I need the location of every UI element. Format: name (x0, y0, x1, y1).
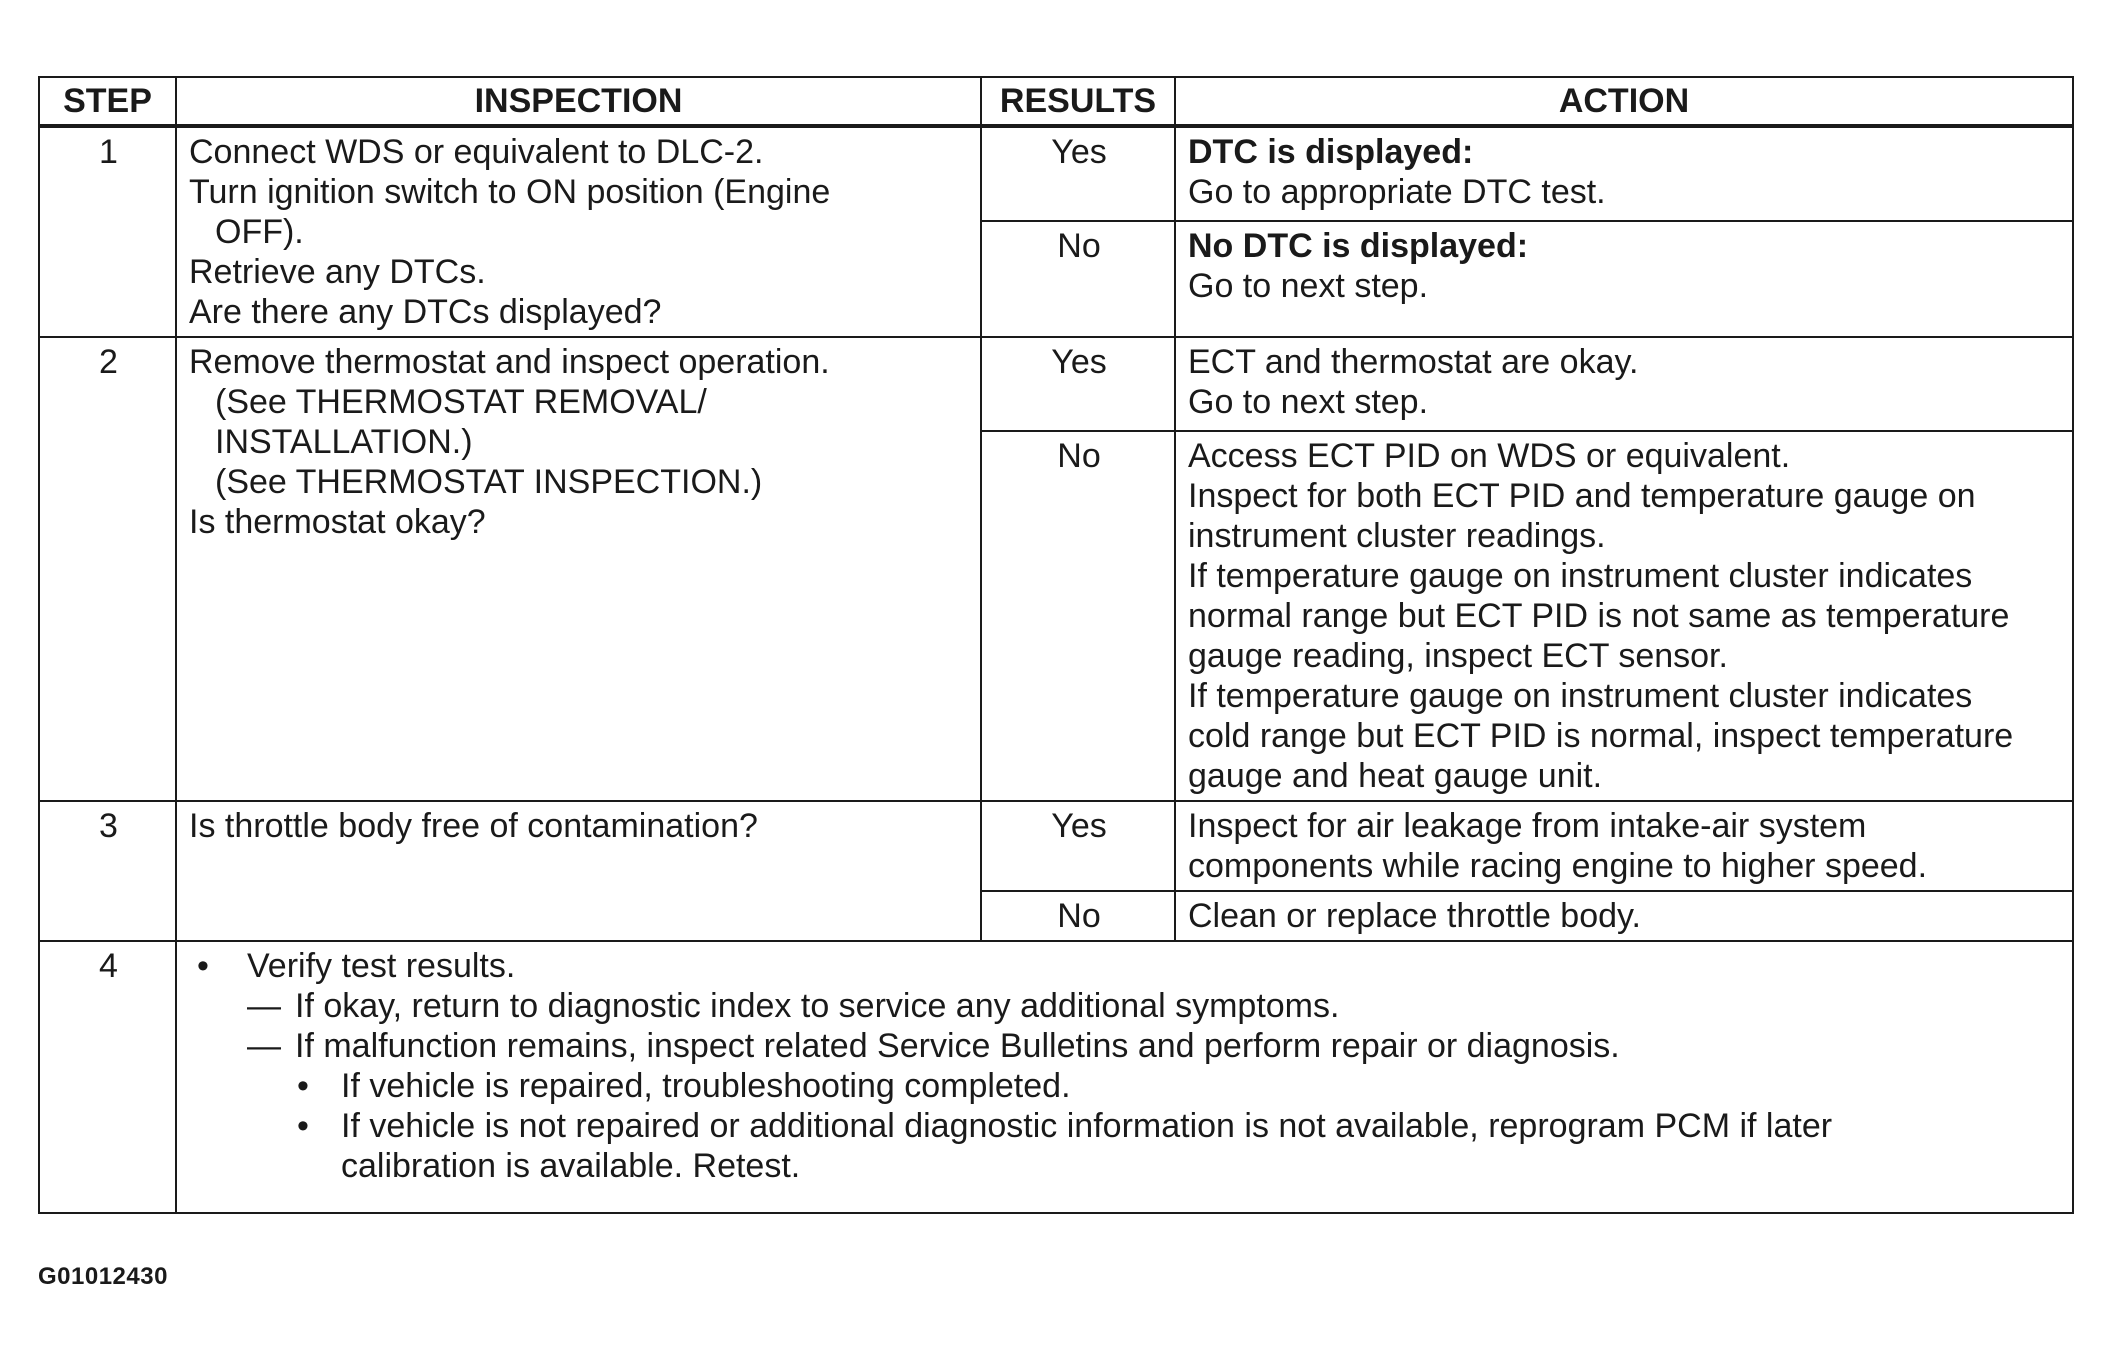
header-action: ACTION (1175, 77, 2073, 126)
inspection-line: Is throttle body free of contamination? (189, 807, 758, 845)
sub-bullet-line: • If vehicle is not repaired or additional diagnostic information is not available, reprogram PCM if later (341, 1107, 1833, 1145)
sub-bullet-line: calibration is available. Retest. (341, 1147, 801, 1185)
table-row (39, 941, 2073, 1213)
inspection-cell (176, 801, 981, 941)
action-line: Go to next step. (1188, 383, 1429, 421)
table-row (39, 337, 2073, 431)
action-cell (1175, 801, 2073, 891)
action-line: Clean or replace throttle body. (1188, 897, 1641, 935)
inspection-line: INSTALLATION.) (215, 423, 473, 461)
inspection-line: Are there any DTCs displayed? (189, 293, 662, 331)
header-step: STEP (39, 77, 176, 126)
inspection-cell (176, 126, 981, 337)
action-cell (1175, 126, 2073, 221)
dash-text: If okay, return to diagnostic index to service any additional symptoms. (295, 987, 1340, 1025)
action-heading: DTC is displayed: (1188, 133, 1474, 171)
action-heading: No DTC is displayed: (1188, 227, 1529, 265)
dash-item (177, 986, 2062, 1026)
inspection-line: Retrieve any DTCs. (189, 253, 486, 291)
inspection-line: Remove thermostat and inspect operation. (189, 343, 830, 381)
dash-mark: — (247, 987, 281, 1025)
action-line: cold range but ECT PID is normal, inspect temperature (1188, 717, 2014, 755)
action-cell (1175, 891, 2073, 941)
result-no: No (981, 221, 1175, 337)
final-step-cell (176, 941, 2073, 1213)
header-row (39, 77, 2073, 126)
inspection-line: (See THERMOSTAT INSPECTION.) (215, 463, 763, 501)
result-no: No (981, 891, 1175, 941)
inspection-line: (See THERMOSTAT REMOVAL/ (215, 383, 707, 421)
table-row (39, 126, 2073, 221)
result-yes: Yes (981, 801, 1175, 891)
diagnostic-table (38, 76, 2074, 1214)
inspection-line: OFF). (215, 213, 304, 251)
action-cell (1175, 221, 2073, 337)
result-yes: Yes (981, 126, 1175, 221)
inspection-cell (176, 337, 981, 801)
action-line: ECT and thermostat are okay. (1188, 343, 1639, 381)
dash-text: If malfunction remains, inspect related Service Bulletins and perform repair or diagnosis. (295, 1027, 1620, 1065)
action-line: Go to next step. (1188, 267, 1429, 305)
step-number: 3 (39, 801, 176, 941)
inspection-line: Connect WDS or equivalent to DLC-2. (189, 133, 764, 171)
action-line: gauge and heat gauge unit. (1188, 757, 1603, 795)
action-line: Go to appropriate DTC test. (1188, 173, 1606, 211)
step-number: 2 (39, 337, 176, 801)
action-line: Access ECT PID on WDS or equivalent. (1188, 437, 1791, 475)
action-line: If temperature gauge on instrument cluster indicates (1188, 677, 1973, 715)
action-cell (1175, 431, 2073, 801)
action-line: gauge reading, inspect ECT sensor. (1188, 637, 1728, 675)
dash-item (177, 1026, 2062, 1066)
header-inspection: INSPECTION (176, 77, 981, 126)
action-line: Inspect for both ECT PID and temperature gauge on (1188, 477, 1976, 515)
action-line: If temperature gauge on instrument cluster indicates (1188, 557, 1973, 595)
figure-id: G01012430 (38, 1263, 168, 1290)
sub-bullet: • If vehicle is repaired, troubleshooting completed. (177, 1066, 2062, 1106)
action-line: normal range but ECT PID is not same as temperature (1188, 597, 2010, 635)
inspection-line: Is thermostat okay? (189, 503, 486, 541)
table-row (39, 801, 2073, 891)
step-number: 4 (39, 941, 176, 1213)
action-cell (1175, 337, 2073, 431)
header-results: RESULTS (981, 77, 1175, 126)
verify-bullet: • Verify test results. (177, 946, 2062, 986)
inspection-line: Turn ignition switch to ON position (Engine (189, 173, 831, 211)
result-yes: Yes (981, 337, 1175, 431)
dash-mark: — (247, 1027, 281, 1065)
action-line: components while racing engine to higher speed. (1188, 847, 1928, 885)
action-line: Inspect for air leakage from intake-air system (1188, 807, 1867, 845)
action-line: instrument cluster readings. (1188, 517, 1606, 555)
step-number: 1 (39, 126, 176, 337)
result-no: No (981, 431, 1175, 801)
sub-bullet (177, 1106, 2062, 1186)
